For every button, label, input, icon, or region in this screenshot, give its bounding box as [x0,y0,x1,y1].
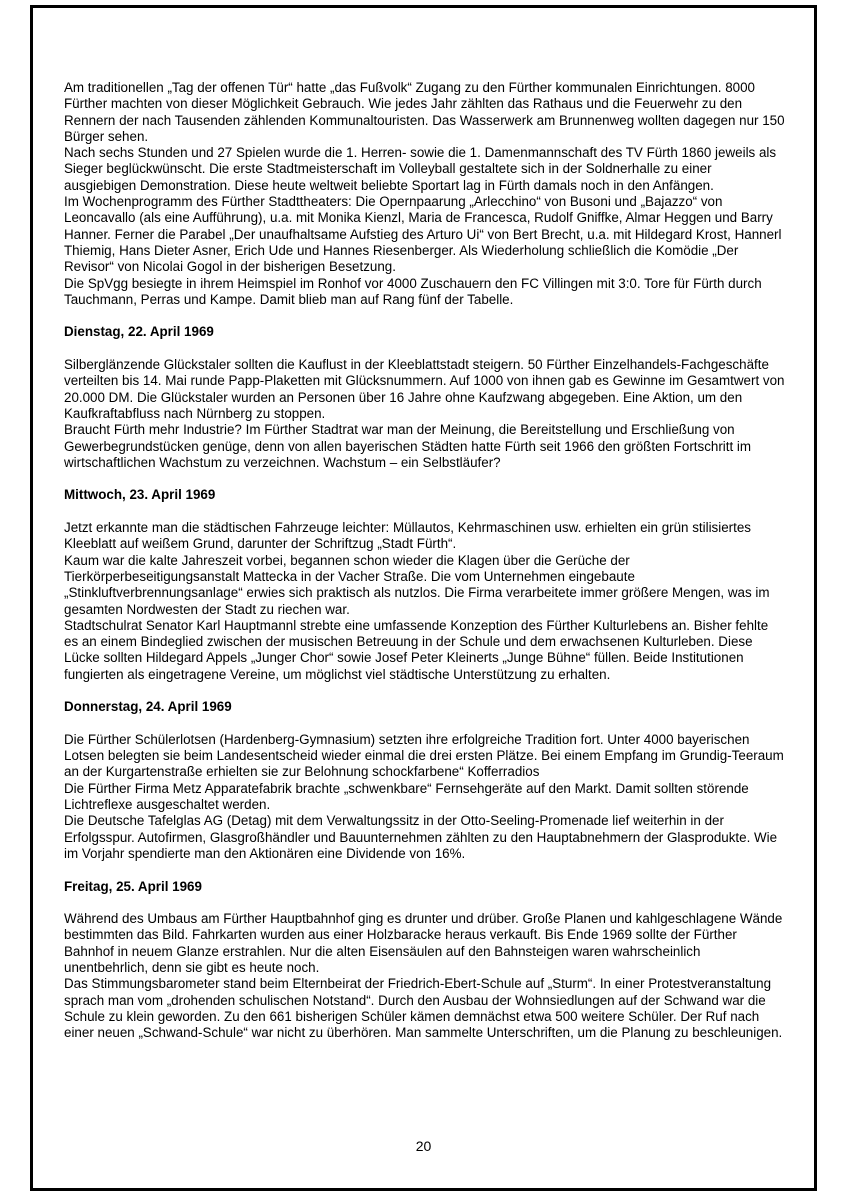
paragraph: Während des Umbaus am Fürther Hauptbahnhof ging es drunter und drüber. Große Planen und kahlgeschlagene Wände bestimmten das Bild. Fahrkarten wurden aus einer Holzbaracke heraus verkauft. Bis Ende 1969 sollte der Fürther Bahnhof in neuem Glanze erstrahlen. Nur die alten Eisensäulen auf den Bahnsteigen waren wahrscheinlich unentbehrlich, denn sie gibt es heute noch. [64,911,783,976]
paragraph: Die SpVgg besiegte in ihrem Heimspiel im Ronhof vor 4000 Zuschauern den FC Villingen mit 3:0. Tore für Fürth durch Tauchmann, Perras und Kampe. Damit blieb man auf Rang fünf der Tabelle. [64,275,762,307]
date-heading: Freitag, 25. April 1969 [64,878,202,894]
paragraph: Die Fürther Schülerlotsen (Hardenberg-Gymnasium) setzten ihre erfolgreiche Tradition fort. Unter 4000 bayerischen Lotsen belegten sie beim Landesentscheid wieder einmal die drei ersten Plätze. Bei einem Empfang im Grundig-Teeraum an der Kurgartenstraße erhielten sie zur Belohnung schockfarbene“ Kofferradios [64,731,784,780]
date-heading: Dienstag, 22. April 1969 [64,324,214,340]
paragraph: Die Fürther Firma Metz Apparatefabrik brachte „schwenkbare“ Fernsehgeräte auf den Markt. Damit sollten störende Lichtreflexe ausgeschaltet werden. [64,780,749,813]
paragraph: Im Wochenprogramm des Fürther Stadttheaters: Die Opernpaarung „Arlecchino“ von Busoni und „Bajazzo“ von Leoncavallo (als eine Aufführung), u.a. mit Monika Kienzl, Maria de Francesca, Rudolf Gniffke, Almar Heggen und Barry Hanner. Ferner die Parabel „Der unaufhaltsame Aufstieg des Arturo Ui“ von Bert Brecht, u.a. mit Hildegard Krost, Hannerl Thiemig, Hans Dieter Asner, Erich Ude und Hannes Riesenberger. Als Wiederholung schließlich die Komödie „Der Revisor“ von Nicolai Gogol in der bisherigen Besetzung. [64,194,782,275]
paragraph: Das Stimmungsbarometer stand beim Elternbeirat der Friedrich-Ebert-Schule auf „Sturm“. In einer Protestveranstaltung sprach man vom „drohenden schulischen Notstand“. Durch den Ausbau der Wohnsiedlungen auf der Schwand war die Schule zu klein geworden. Zu den 661 bisherigen Schüler kämen demnächst etwa 500 weitere Schüler. Der Ruf nach einer neuen „Schwand-Schule“ war nicht zu überhören. Man sammelte Unterschriften, um die Planung zu beschleunigen. [64,976,783,1041]
paragraph: Braucht Fürth mehr Industrie? Im Fürther Stadtrat war man der Meinung, die Bereitstellung und Erschließung von Gewerbegrundstücken genüge, denn von allen bayerischen Städten hatte Fürth seit 1966 den größten Fortschritt im wirtschaftlichen Wachstum zu verzeichnen. Wachstum – ein Selbstläufer? [64,422,752,470]
paragraph: Am traditionellen „Tag der offenen Tür“ hatte „das Fußvolk“ Zugang zu den Fürther kommunalen Einrichtungen. 8000 Fürther machten von dieser Möglichkeit Gebrauch. Wie jedes Jahr zählten das Rathaus und die Feuerwehr zu den Rennern der nach Tausenden zählenden Kommunaltouristen. Das Wasserwerk am Brunnenweg wollten dagegen nur 150 Bürger sehen. [64,80,785,144]
paragraph: Stadtschulrat Senator Karl Hauptmannl strebte eine umfassende Konzeption des Fürther Kulturlebens an. Bisher fehlte es an einem Bindeglied zwischen der musischen Betreuung in der Schule und dem erwachsenen Kulturleben. Diese Lücke sollten Hildegard Appels „Junger Chor“ sowie Josef Peter Kleinerts „Junge Bühne“ füllen. Beide Institutionen fungierten als eingetragene Vereine, um möglichst viel städtische Unterstützung zu erhalten. [64,617,769,682]
page-border [30,5,817,1191]
paragraph: Jetzt erkannte man die städtischen Fahrzeuge leichter: Müllautos, Kehrmaschinen usw. erhielten ein grün stilisiertes Kleeblatt auf weißem Grund, darunter der Schriftzug „Stadt Fürth“. [64,520,751,552]
date-heading: Donnerstag, 24. April 1969 [64,699,232,715]
date-heading: Mittwoch, 23. April 1969 [64,487,216,503]
paragraph: Kaum war die kalte Jahreszeit vorbei, begannen schon wieder die Klagen über die Gerüche der Tierkörperbeseitigungsanstalt Mattecka in der Vacher Straße. Die vom Unternehmen eingebaute „Stinkluftverbrennungsanlage“ erwies sich praktisch als nutzlos. Die Firma verarbeitete immer größere Mengen, was im gesamten Nordwesten der Stadt zu riechen war. [64,552,770,617]
paragraph: Die Deutsche Tafelglas AG (Detag) mit dem Verwaltungssitz in der Otto-Seeling-Promenade lief weiterhin in der Erfolgsspur. Autofirmen, Glasgroßhändler und Bauunternehmen zählten zu den Hauptabnehmern der Glasprodukte. Wie im Vorjahr spendierte man den Aktionären eine Dividende von 16%. [64,813,778,861]
page-number: 20 [415,1138,432,1154]
paragraph: Nach sechs Stunden und 27 Spielen wurde die 1. Herren- sowie die 1. Damenmannschaft des TV Fürth 1860 jeweils als Sieger beglückwünscht. Die erste Stadtmeisterschaft im Volleyball gestaltete sich in der Soldnerhalle zu einer ausgiebigen Demonstration. Diese heute weltweit beliebte Sportart lag in Fürth damals noch in den Anfängen. [64,145,777,193]
document-body [64,80,786,1042]
paragraph: Silberglänzende Glückstaler sollten die Kauflust in der Kleeblattstadt steigern. 50 Fürther Einzelhandels-Fachgeschäfte verteilten bis 14. Mai runde Papp-Plaketten mit Glücksnummern. Auf 1000 von ihnen gab es Gewinne im Gesamtwert von 20.000 DM. Die Glückstaler wurden an Personen über 16 Jahre ohne Kaufzwang abgegeben. Eine Aktion, um den Kaufkraftabfluss nach Nürnberg zu stoppen. [64,357,785,421]
